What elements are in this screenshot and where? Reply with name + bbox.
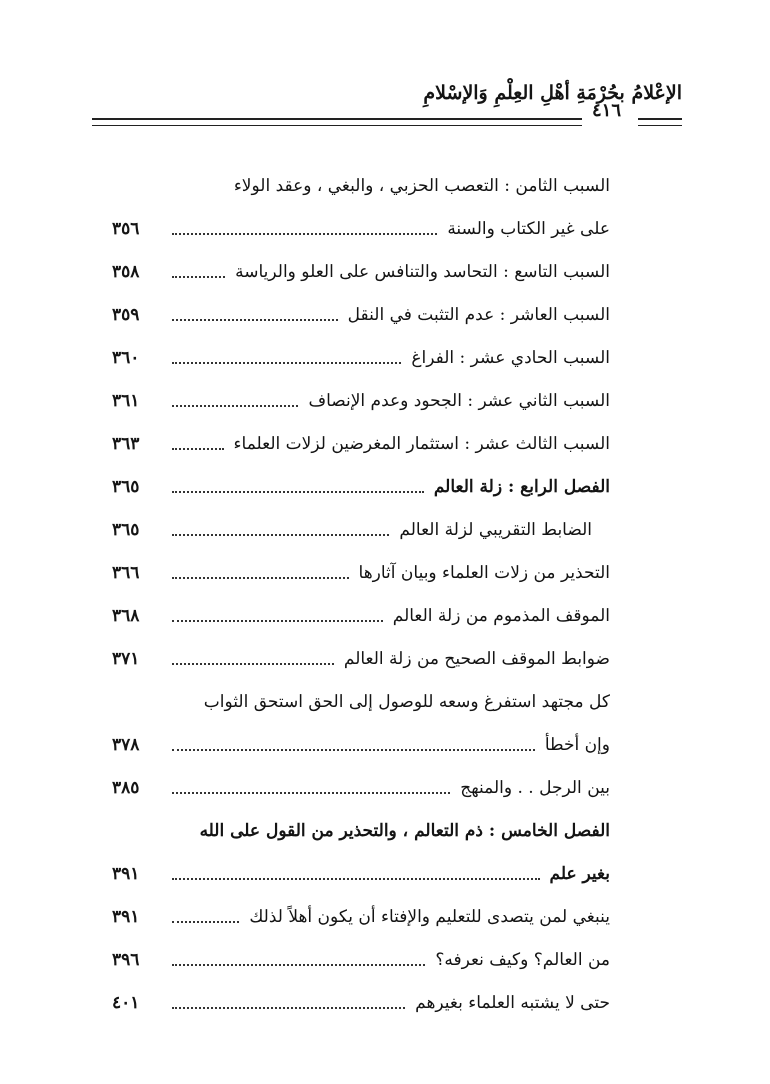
toc-entry-title: السبب التاسع : التحاسد والتنافس على العلو والرياسة [235, 262, 610, 282]
toc-entry-title: كل مجتهد استفرغ وسعه للوصول إلى الحق استحق الثواب [203, 692, 610, 712]
toc-entry[interactable] [112, 985, 610, 1021]
toc-entry[interactable] [112, 426, 610, 462]
toc-entry-title: الموقف المذموم من زلة العالم [392, 606, 610, 626]
dot-leader [172, 405, 298, 407]
toc-entry-title: بين الرجل . . والمنهج [460, 778, 610, 798]
toc-entry-page: ٣٧١ [112, 649, 140, 669]
page-number: ٤١٦ [592, 100, 622, 121]
toc-entry-page: ٣٨٥ [112, 778, 140, 798]
toc-entry-page: ٣٦٣ [112, 434, 140, 454]
toc-entry-page: ٤٠١ [112, 993, 140, 1013]
dot-leader [172, 276, 225, 278]
toc-entry-page: ٣٦٨ [112, 606, 140, 626]
dot-leader [172, 878, 540, 880]
toc-entry-page: ٣٥٨ [112, 262, 140, 282]
toc-entry[interactable] [112, 383, 610, 419]
toc-entry-page: ٣٦٥ [112, 477, 140, 497]
toc-entry-title: حتى لا يشتبه العلماء بغيرهم [415, 993, 610, 1013]
toc-entry-title: السبب الثالث عشر : استثمار المغرضين لزلات العلماء [233, 434, 610, 454]
toc-entry-page: ٣٧٨ [112, 735, 140, 755]
toc-entry[interactable] [112, 297, 610, 333]
toc-entry [112, 168, 610, 204]
toc-entry-title: بغير علم [549, 864, 610, 884]
toc-entry[interactable] [112, 555, 610, 591]
dot-leader [172, 577, 349, 579]
toc-entry-page: ٣٩١ [112, 864, 140, 884]
toc-entry-title: الضابط التقريبي لزلة العالم [399, 520, 592, 540]
toc-entry-page: ٣٩٦ [112, 950, 140, 970]
toc-entry-title: الفصل الرابع : زلة العالم [433, 477, 610, 497]
toc-chapter-entry[interactable] [112, 469, 610, 505]
toc-entry-page: ٣٦٠ [112, 348, 140, 368]
toc-entry[interactable] [112, 254, 610, 290]
toc-entry-title: ضوابط الموقف الصحيح من زلة العالم [343, 649, 610, 669]
dot-leader [172, 663, 334, 665]
dot-leader [172, 792, 450, 794]
toc-chapter-entry [112, 813, 610, 849]
running-header [92, 82, 682, 130]
toc-entry-page: ٣٦١ [112, 391, 140, 411]
toc-entry[interactable] [112, 641, 610, 677]
toc-entry-title: التحذير من زلات العلماء وبيان آثارها [358, 563, 610, 583]
toc-entry-title: السبب الحادي عشر : الفراغ [411, 348, 610, 368]
toc-entry-title: السبب الثاني عشر : الجحود وعدم الإنصاف [308, 391, 610, 411]
toc-entry-page: ٣٦٦ [112, 563, 140, 583]
toc-entry[interactable] [112, 512, 610, 548]
header-rule-short [638, 118, 682, 126]
toc-entry[interactable] [112, 211, 610, 247]
dot-leader [172, 964, 425, 966]
book-title: الإعْلامُ بحُرْمَةِ أهْلِ العِلْمِ وَالإسْلامِ [423, 82, 682, 104]
toc-entry-page: ٣٦٥ [112, 520, 140, 540]
toc-entry-page: ٣٥٩ [112, 305, 140, 325]
toc-entry[interactable] [112, 727, 610, 763]
toc-entry[interactable] [112, 770, 610, 806]
toc-entry-title: ينبغي لمن يتصدى للتعليم والإفتاء أن يكون أهلاً لذلك [249, 907, 610, 927]
toc-entry[interactable] [112, 340, 610, 376]
toc-entry-title: السبب العاشر : عدم التثبت في النقل [347, 305, 610, 325]
toc-entry-page: ٣٥٦ [112, 219, 140, 239]
toc-entry-title: من العالم؟ وكيف نعرفه؟ [435, 950, 610, 970]
dot-leader [172, 491, 424, 493]
dot-leader [172, 362, 401, 364]
dot-leader [172, 534, 389, 536]
dot-leader [172, 921, 239, 923]
toc-entry[interactable] [112, 899, 610, 935]
header-rule [92, 118, 582, 126]
dot-leader [172, 749, 535, 751]
toc-entry-title: على غير الكتاب والسنة [447, 219, 610, 239]
toc-chapter-entry[interactable] [112, 856, 610, 892]
toc-entry-title: الفصل الخامس : ذم التعالم ، والتحذير من القول على الله [199, 821, 610, 841]
dot-leader [172, 448, 224, 450]
dot-leader [172, 1007, 405, 1009]
dot-leader [172, 233, 437, 235]
toc-entry-title: وإن أخطأ [544, 735, 610, 755]
toc-entry-title: السبب الثامن : التعصب الحزبي ، والبغي ، وعقد الولاء [233, 176, 610, 196]
dot-leader [172, 319, 338, 321]
toc-entry[interactable] [112, 598, 610, 634]
dot-leader [172, 620, 383, 622]
toc-entry[interactable] [112, 942, 610, 978]
toc-entry [112, 684, 610, 720]
toc-entry-page: ٣٩١ [112, 907, 140, 927]
